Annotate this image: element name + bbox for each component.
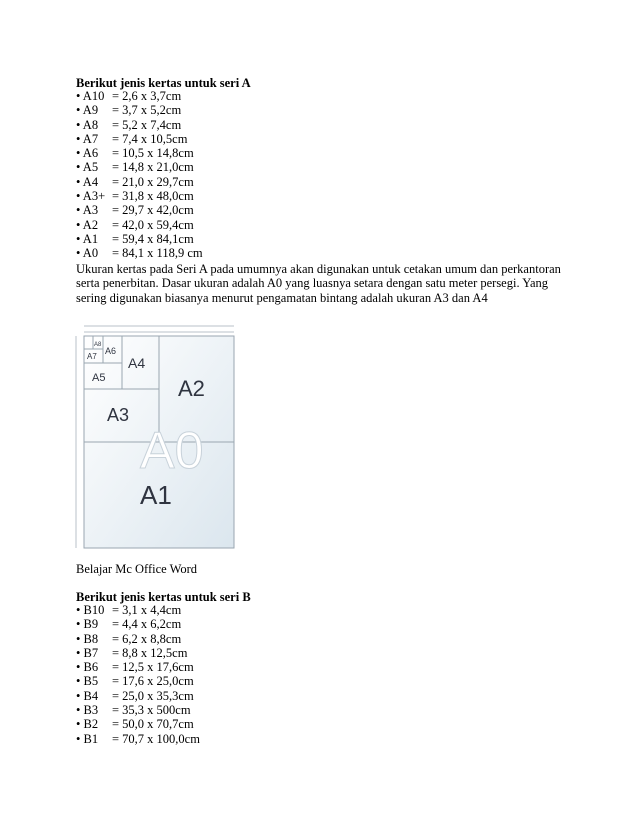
- list-item: • B10 = 3,1 x 4,4cm: [76, 603, 182, 617]
- list-item: • A6 = 10,5 x 14,8cm: [76, 146, 194, 161]
- list-item: • A3 = 29,7 x 42,0cm: [76, 203, 194, 218]
- list-item: • B4 = 25,0 x 35,3cm: [76, 688, 194, 703]
- label-a0: A0: [140, 422, 204, 480]
- label-a8: A8: [94, 342, 102, 348]
- list-item: • B5 = 17,6 x 25,0cm: [76, 674, 194, 689]
- list-item: • A0 = 84,1 x 118,9 cm: [76, 246, 203, 261]
- seri-b-heading: Berikut jenis kertas untuk seri B: [76, 590, 251, 604]
- list-item: • B7 = 8,8 x 12,5cm: [76, 645, 188, 660]
- label-a4: A4: [128, 355, 146, 371]
- list-item: • A2 = 42,0 x 59,4cm: [76, 217, 194, 232]
- label-a3: A3: [107, 405, 130, 425]
- list-item: • A4 = 21,0 x 29,7cm: [76, 174, 194, 189]
- list-item: • A7 = 7,4 x 10,5cm: [76, 131, 188, 146]
- list-item: • B9 = 4,4 x 6,2cm: [76, 617, 182, 632]
- label-a7: A7: [87, 352, 97, 361]
- list-item: • B1 = 70,7 x 100,0cm: [76, 731, 200, 746]
- seri-a-paragraph: Ukuran kertas pada Seri A pada umumnya akan digunakan untuk cetakan umum dan perkantoran serta penerbitan. Dasar ukuran adalah A0 yang luasnya setara dengan satu meter persegi. Yang sering digunakan biasanya menurut pengamatan bintang adalah ukuran A3 dan A4: [76, 262, 561, 305]
- list-item: • A9 = 3,7 x 5,2cm: [76, 103, 182, 118]
- list-item: • B2 = 50,0 x 70,7cm: [76, 717, 194, 732]
- label-a2: A2: [178, 376, 205, 401]
- list-item: • A5 = 14,8 x 21,0cm: [76, 160, 194, 175]
- list-item: • B6 = 12,5 x 17,6cm: [76, 660, 194, 675]
- seri-a-list: [76, 89, 203, 261]
- list-item: • A10 = 2,6 x 3,7cm: [76, 89, 182, 103]
- caption: Belajar Mc Office Word: [76, 562, 198, 576]
- label-a6: A6: [105, 346, 117, 356]
- list-item: • A1 = 59,4 x 84,1cm: [76, 231, 194, 246]
- seri-b-list: [76, 603, 200, 746]
- paper-size-svg: [70, 318, 240, 550]
- label-a5: A5: [92, 372, 106, 384]
- list-item: • A8 = 5,2 x 7,4cm: [76, 117, 182, 132]
- list-item: • B3 = 35,3 x 500cm: [76, 703, 191, 718]
- seri-a-heading: Berikut jenis kertas untuk seri A: [76, 76, 251, 90]
- list-item: • A3+ = 31,8 x 48,0cm: [76, 189, 194, 204]
- list-item: • B8 = 6,2 x 8,8cm: [76, 631, 182, 646]
- label-a1: A1: [140, 480, 172, 510]
- paper-size-diagram: [70, 318, 240, 550]
